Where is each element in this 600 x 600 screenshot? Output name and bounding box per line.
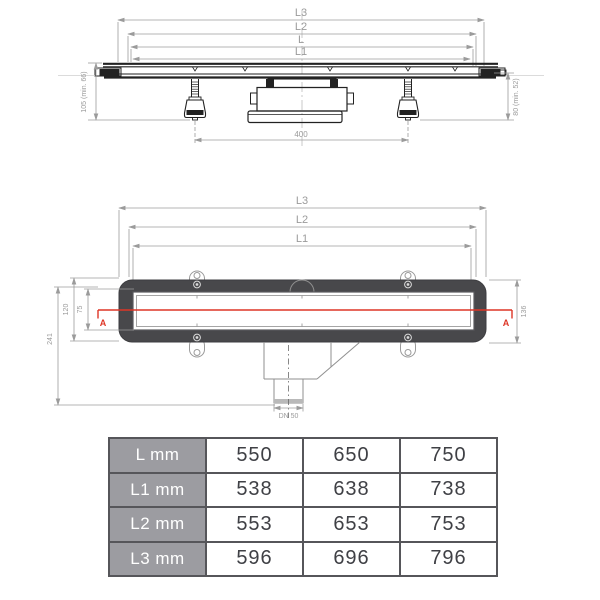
section-marker-left: A	[99, 318, 107, 328]
table-row	[109, 438, 497, 473]
cell-l2-753: 753	[400, 507, 497, 542]
top-view-drawing	[0, 187, 600, 435]
dim-label-l3-side: L3	[294, 7, 308, 19]
channel-profile	[95, 64, 506, 78]
cell-l2-653: 653	[303, 507, 400, 542]
row-header-l: L mm	[109, 438, 206, 473]
dim-label-inner-width: 75	[77, 305, 84, 314]
cell-l3-696: 696	[303, 542, 400, 577]
cell-l3-796: 796	[400, 542, 497, 577]
dim-label-height-left: 105 (min. 66)	[81, 71, 88, 113]
dim-label-l3-top: L3	[295, 195, 309, 207]
drain-trap	[248, 79, 354, 123]
table-row	[109, 473, 497, 508]
adjustable-foot-left	[185, 79, 206, 120]
size-table	[108, 437, 498, 577]
dim-label-total-depth: 241	[47, 333, 54, 345]
cell-l1-638: 638	[303, 473, 400, 508]
cell-l-550: 550	[206, 438, 303, 473]
adjustable-foot-right	[398, 79, 419, 120]
dim-label-l2-top: L2	[295, 214, 309, 226]
row-header-l1: L1 mm	[109, 473, 206, 508]
cell-l-750: 750	[400, 438, 497, 473]
cell-l1-538: 538	[206, 473, 303, 508]
dim-label-l1-top: L1	[295, 233, 309, 245]
table-row	[109, 507, 497, 542]
dim-label-height-right: 80 (min. 52)	[513, 78, 520, 116]
top-dim-flange-width	[489, 280, 521, 343]
side-view-drawing	[0, 0, 600, 187]
dim-outlet-dn50	[274, 404, 303, 412]
cell-l2-553: 553	[206, 507, 303, 542]
table-row	[109, 542, 497, 577]
dim-label-feet-spacing: 400	[294, 130, 308, 139]
dim-label-outer-width: 120	[63, 303, 70, 316]
dim-label-flange-width: 136	[521, 305, 528, 318]
dim-label-l2-side: L2	[294, 21, 308, 33]
row-header-l2: L2 mm	[109, 507, 206, 542]
dim-label-outlet: DN 50	[278, 413, 299, 420]
cell-l3-596: 596	[206, 542, 303, 577]
cell-l-650: 650	[303, 438, 400, 473]
dim-label-l1-side: L1	[294, 46, 308, 58]
side-dim-height-right	[420, 73, 514, 120]
outlet-body	[264, 342, 360, 418]
row-header-l3: L3 mm	[109, 542, 206, 577]
cell-l1-738: 738	[400, 473, 497, 508]
section-marker-right: A	[502, 318, 510, 328]
dim-label-l-side: L	[297, 34, 305, 46]
